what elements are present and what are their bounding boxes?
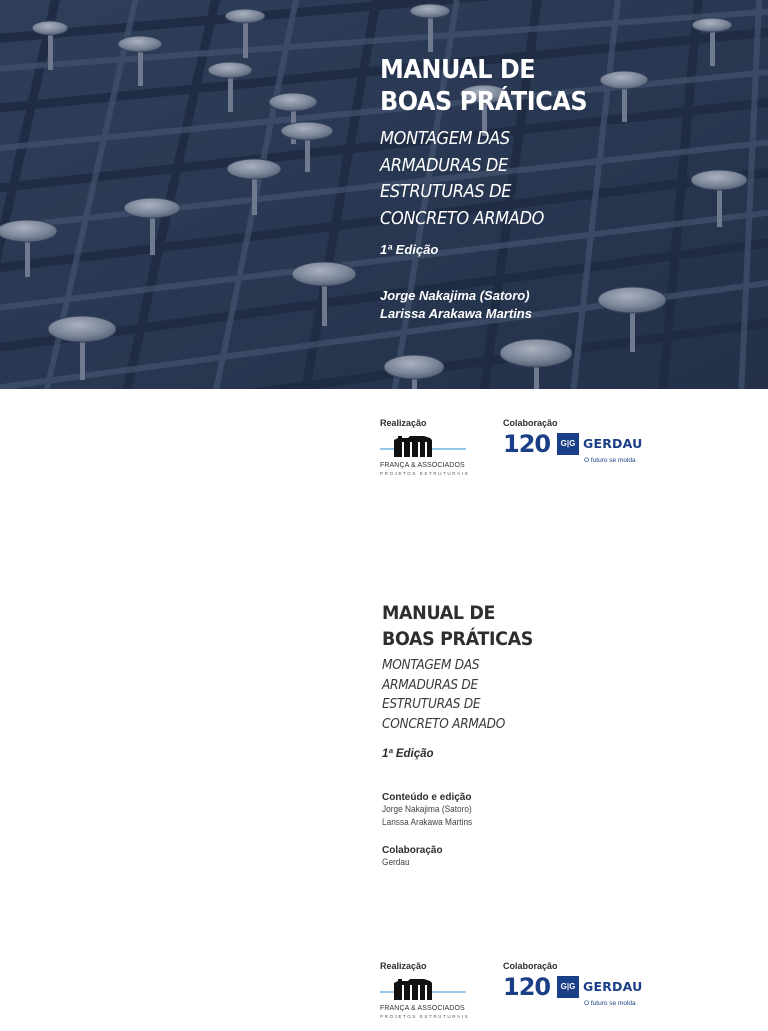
cover-authors xyxy=(380,287,760,323)
page-subtitle-line: ARMADURAS DE xyxy=(382,676,478,693)
credits-logos-bottom xyxy=(380,961,650,1031)
page-subtitle-line: CONCRETO ARMADO xyxy=(382,715,506,732)
cover-author: Larissa Arakawa Martins xyxy=(380,306,532,321)
gerdau-120-logo xyxy=(503,432,643,480)
franca-associados-logo xyxy=(380,975,470,1025)
content-heading: Conteúdo e edição xyxy=(382,792,472,803)
page-subtitle-line: MONTAGEM DAS xyxy=(382,657,480,673)
cover-subtitle xyxy=(380,126,722,232)
gerdau-name: GERDAU xyxy=(583,436,643,451)
gerdau-tagline: O futuro se molda xyxy=(584,457,636,464)
collab-name: Gerdau xyxy=(382,857,410,867)
page-edition: 1ª Edição xyxy=(382,748,434,760)
cover-text xyxy=(380,54,760,323)
page-title-line: MANUAL DE xyxy=(382,602,496,624)
franca-building-icon xyxy=(380,432,470,462)
gerdau-120-logo xyxy=(503,975,643,1023)
cover-subtitle-line: ARMADURAS DE xyxy=(380,154,508,176)
cover-author: Jorge Nakajima (Satoro) xyxy=(380,288,530,303)
colaboracao-label: Colaboração xyxy=(503,418,558,428)
cover-title-line: MANUAL DE xyxy=(380,55,536,85)
cover xyxy=(0,0,768,389)
cover-subtitle-line: ESTRUTURAS DE xyxy=(380,181,512,202)
gerdau-name: GERDAU xyxy=(583,979,643,994)
franca-associados-logo xyxy=(380,432,470,482)
page-title xyxy=(382,600,722,652)
gerdau-anniversary: 120 xyxy=(503,973,551,1001)
franca-building-icon xyxy=(380,975,470,1005)
collab-heading: Colaboração xyxy=(382,845,443,856)
franca-tagline: PROJETOS ESTRUTURAIS xyxy=(380,1014,470,1019)
cover-subtitle-line: MONTAGEM DAS xyxy=(380,128,510,149)
content-name: Jorge Nakajima (Satoro) xyxy=(382,804,472,814)
franca-name: FRANÇA & ASSOCIADOS xyxy=(380,462,465,469)
gerdau-tagline: O futuro se molda xyxy=(584,1000,636,1007)
content-name: Larissa Arakawa Martins xyxy=(382,817,473,827)
page-subtitle xyxy=(382,656,715,734)
realizacao-label: Realização xyxy=(380,418,427,428)
gerdau-anniversary: 120 xyxy=(503,430,551,458)
gerdau-symbol-icon: G|G xyxy=(557,433,579,455)
franca-tagline: PROJETOS ESTRUTURAIS xyxy=(380,471,470,476)
cover-edition: 1ª Edição xyxy=(380,242,439,257)
credits-logos-top xyxy=(380,418,650,488)
title-page xyxy=(382,600,752,869)
cover-subtitle-line: CONCRETO ARMADO xyxy=(380,207,545,229)
page-subtitle-line: ESTRUTURAS DE xyxy=(382,696,481,712)
colaboracao-label: Colaboração xyxy=(503,961,558,971)
realizacao-label: Realização xyxy=(380,961,427,971)
cover-title-line: BOAS PRÁTICAS xyxy=(380,87,588,117)
page-title-line: BOAS PRÁTICAS xyxy=(382,628,533,650)
gerdau-symbol-icon: G|G xyxy=(557,976,579,998)
cover-title xyxy=(380,54,730,118)
franca-name: FRANÇA & ASSOCIADOS xyxy=(380,1005,465,1012)
